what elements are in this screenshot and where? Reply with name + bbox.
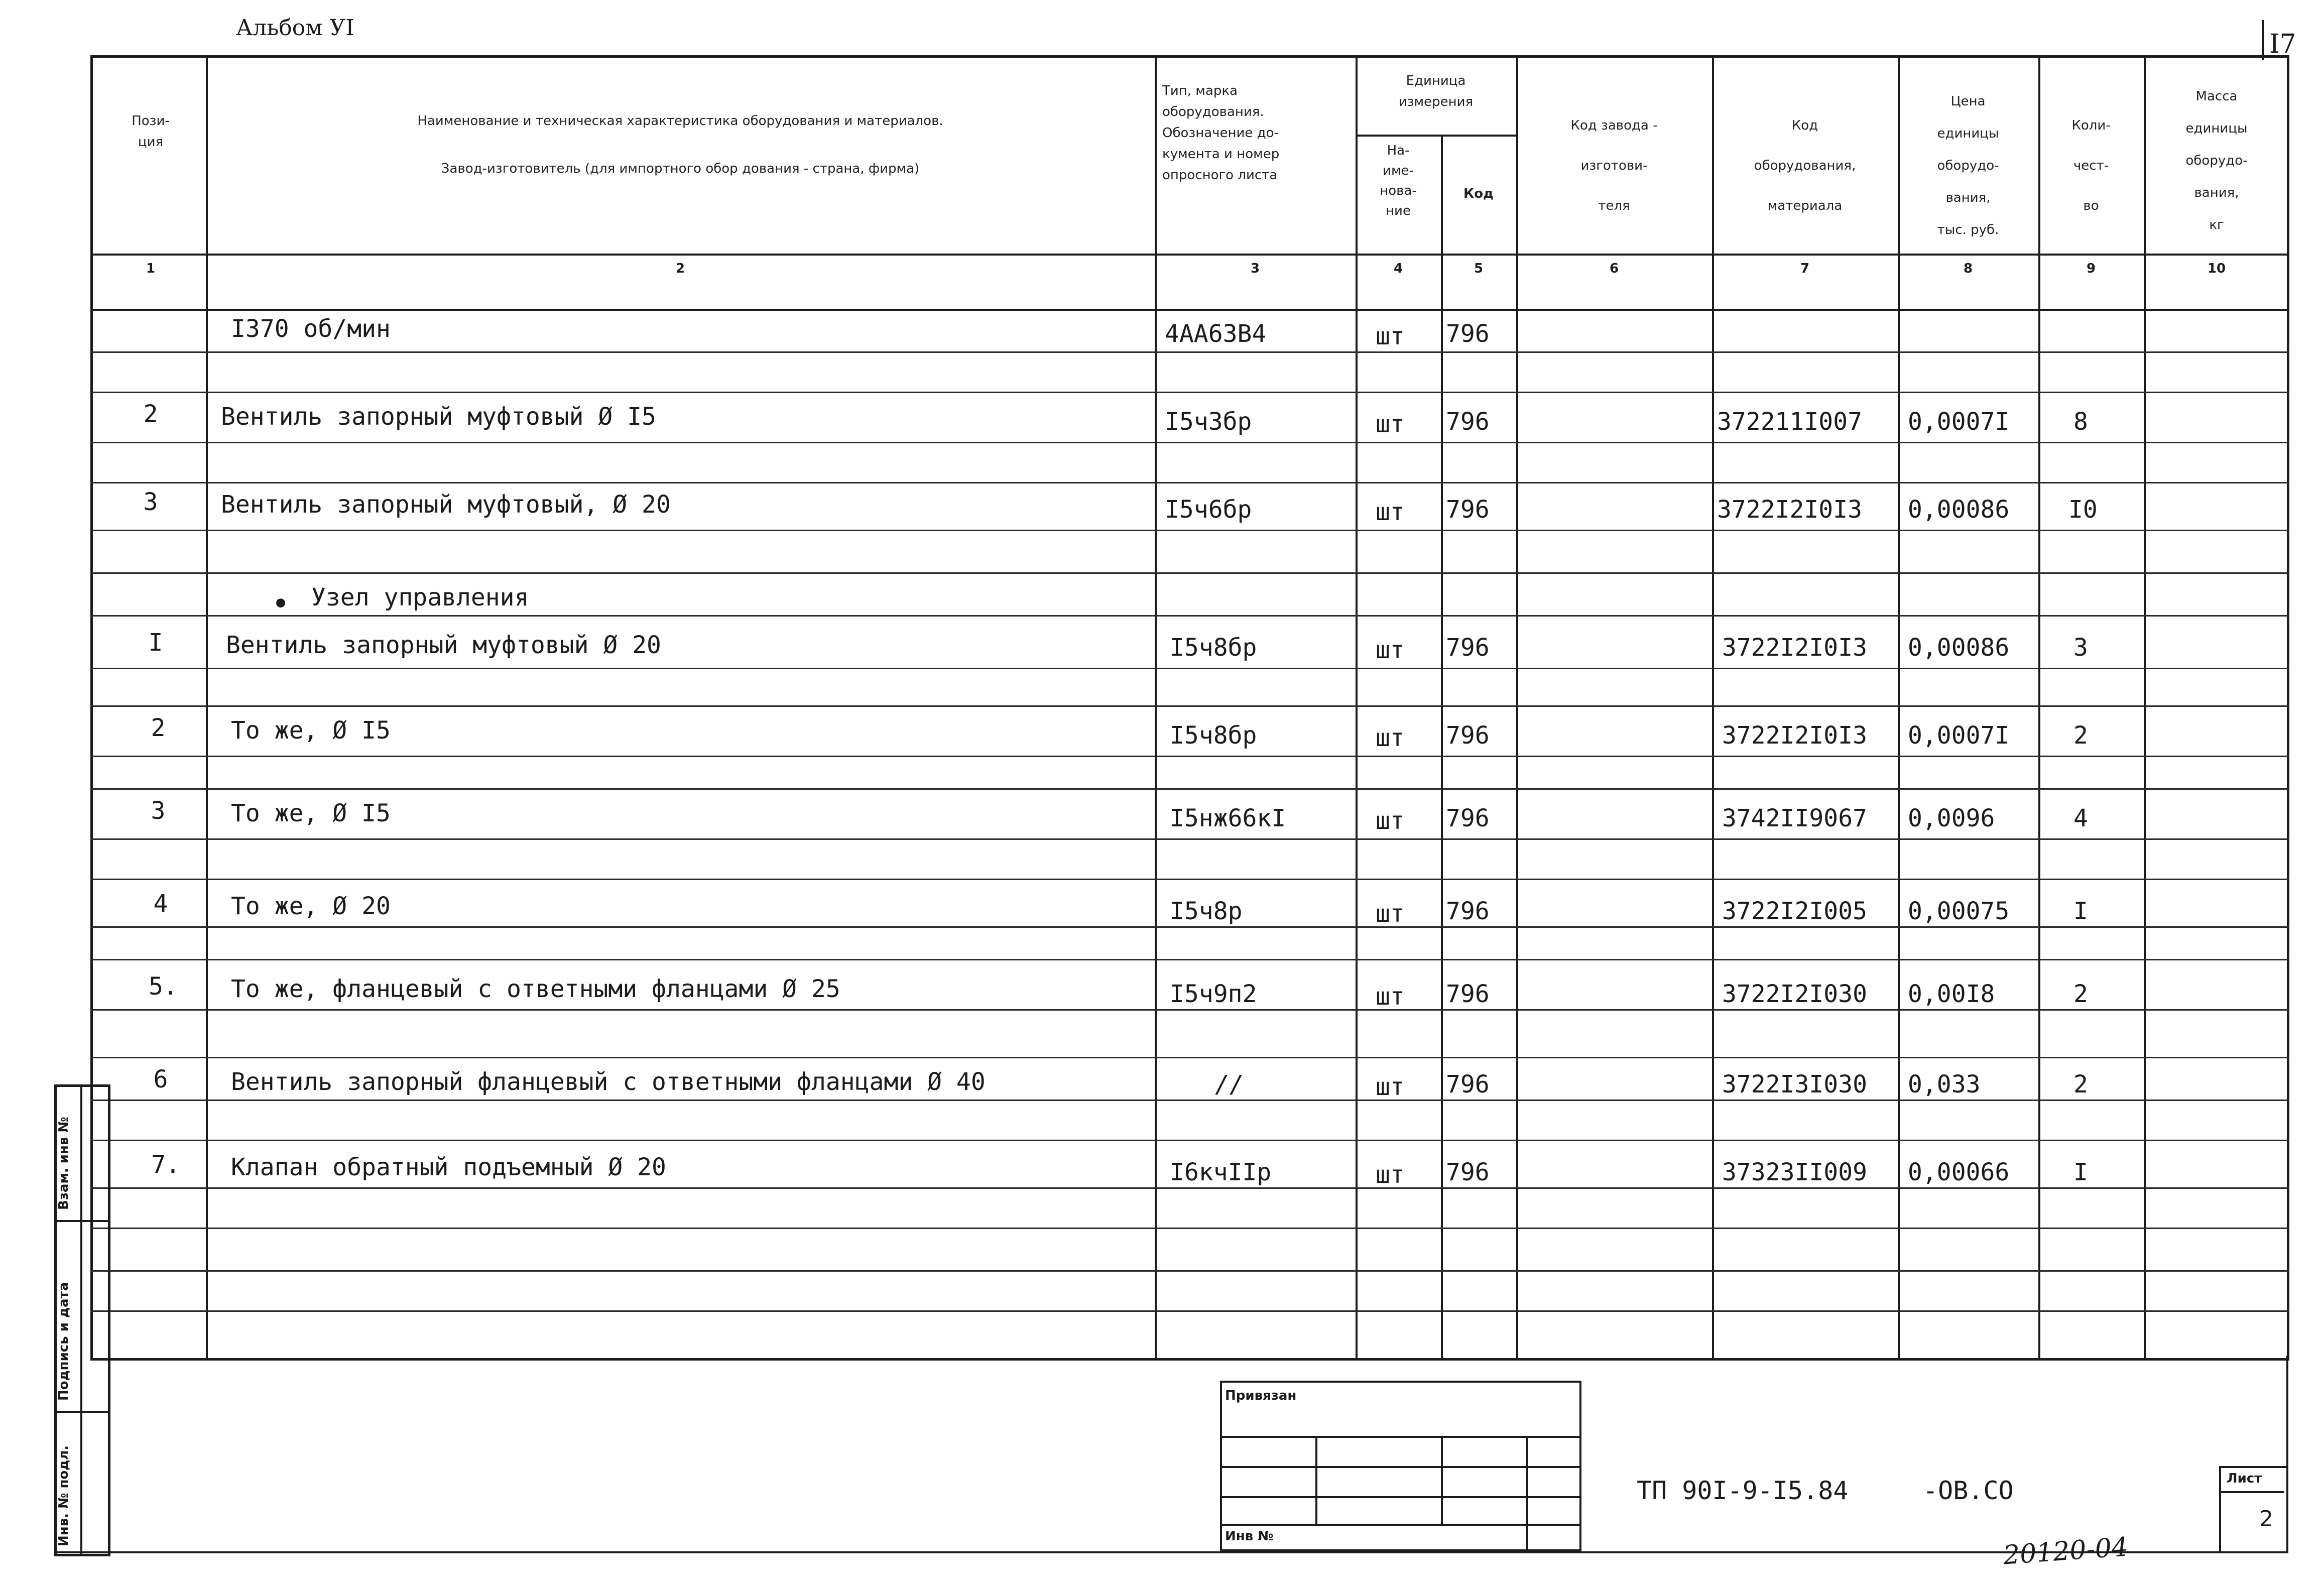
header-bottom-line [90,254,2289,256]
row-qty: 8 [2073,408,2088,436]
row-equip-code: 372211I007 [1717,408,1862,436]
col-number-4: 4 [1393,261,1403,276]
row-unit: шт [1376,900,1405,928]
page-right-line [2286,1356,2288,1553]
sheet-label: Лист [2227,1471,2262,1486]
row-unit-code: 796 [1446,408,1490,436]
row-line [90,351,2289,353]
row-name: То же, Ø I5 [231,799,391,827]
row-unit-code: 796 [1446,897,1490,925]
col-header-price: Цена единицы оборудо- вания, тыс. руб. [1937,94,1999,237]
col-header-name-line1: Наименование и техническая характеристика оборудования и материалов. [417,113,943,129]
row-line [90,530,2289,531]
row-line [90,615,2289,617]
col-line-2 [1155,55,1157,1361]
col-number-5: 5 [1474,261,1484,276]
row-unit-code: 796 [1446,804,1490,832]
row-equip-code: 3722I2I0I3 [1722,634,1867,662]
row-line [90,668,2289,669]
row-position: 7. [151,1151,180,1179]
row-unit-code: 796 [1446,1158,1490,1186]
row-name: Вентиль запорный муфтовый Ø 20 [226,631,661,659]
row-line [90,1009,2289,1011]
row-unit-code: 796 [1446,1070,1490,1098]
row-line [90,1310,2289,1312]
attached-col [1526,1436,1528,1551]
row-price: 0,0007I [1908,721,2010,750]
row-price: 0,00086 [1908,634,2010,662]
row-unit: шт [1376,1073,1405,1101]
row-line [90,1140,2289,1141]
row-unit: шт [1376,322,1405,350]
row-type: I5ч6бр [1165,496,1252,524]
col-line-4 [1441,136,1443,1361]
stamp-inner-line [80,1084,82,1556]
row-type: I5ч8бр [1170,721,1257,750]
row-position: 3 [143,488,158,516]
stamp-divider [54,1411,110,1413]
row-type: I5ч3бр [1165,408,1252,436]
row-unit: шт [1376,1161,1405,1189]
col-header-unit-name: На- име- нова- ние [1380,143,1417,218]
row-qty: 2 [2073,980,2088,1008]
col-number-10: 10 [2207,261,2226,276]
inv-no-label: Инв № [1225,1529,1274,1544]
row-line [90,1099,2289,1101]
row-unit: шт [1376,983,1405,1011]
sheet-divider [2219,1491,2284,1493]
col-number-2: 2 [675,261,685,276]
column-number-line [90,309,2289,311]
col-header-plant-code: Код завода - изготови- теля [1570,118,1658,213]
row-type: I5ч8р [1170,897,1243,925]
row-price: 0,00075 [1908,897,2010,925]
stamp-divider [54,1220,110,1222]
section-heading: Узел управления [311,583,529,612]
row-name: Вентиль запорный муфтовый Ø I5 [221,403,656,431]
row-line [90,1057,2289,1058]
row-name: То же, Ø I5 [231,716,391,745]
row-type: I6кчIIр [1170,1158,1272,1186]
col-header-equip-code: Код оборудования, материала [1754,118,1856,213]
col-header-type: Тип, марка оборудования. Обозначение до- кумента и номер опросного листа [1162,83,1280,183]
row-line [90,1270,2289,1272]
page-bottom-line [54,1551,2288,1553]
row-line [90,1187,2289,1189]
col-number-6: 6 [1609,261,1619,276]
row-equip-code: 3722I2I030 [1722,980,1867,1008]
col-number-1: 1 [146,261,156,276]
col-header-unit-code: Код [1463,186,1494,201]
row-qty: I0 [2068,496,2098,524]
row-position: I [148,629,163,657]
page-number: I7 [2269,29,2296,59]
section-bullet: ● [276,593,286,611]
row-position: 2 [151,714,166,742]
row-type: 4АА63В4 [1165,320,1267,348]
row-equip-code: 3742II9067 [1722,804,1867,832]
col-header-position: Пози- ция [132,113,170,150]
row-qty: I [2073,1158,2088,1186]
row-name: Клапан обратный подъемный Ø 20 [231,1153,666,1181]
row-unit-code: 796 [1446,634,1490,662]
row-position: 5. [149,972,178,1001]
row-unit-code: 796 [1446,721,1490,750]
row-name: I370 об/мин [231,315,391,343]
row-line [90,788,2289,790]
col-header-name-line2: Завод-изготовитель (для импортного обор дования - страна, фирма) [441,161,920,176]
col-line-9 [2144,55,2146,1361]
row-price: 0,0096 [1908,804,1995,832]
row-line [90,572,2289,574]
stamp-replace-inv: Взам. инв № [56,1117,71,1210]
row-unit: шт [1376,807,1405,835]
row-equip-code: 3722I2I0I3 [1722,721,1867,750]
row-qty: 4 [2073,804,2088,832]
col-number-8: 8 [1963,261,1973,276]
row-unit: шт [1376,724,1405,752]
attached-label: Привязан [1225,1388,1297,1403]
row-equip-code: 37323II009 [1722,1158,1867,1186]
row-type: I5ч8бр [1170,634,1257,662]
footer-number: 20120-04 [2002,1532,2129,1571]
row-name: То же, фланцевый с ответными фланцами Ø 25 [231,975,840,1003]
row-equip-code: 3722I2I005 [1722,897,1867,925]
row-name: Вентиль запорный фланцевый с ответными фланцами Ø 40 [231,1068,986,1096]
col-number-9: 9 [2086,261,2096,276]
row-equip-code: 3722I2I0I3 [1717,496,1862,524]
col-line-5 [1516,55,1518,1361]
row-line [90,442,2289,443]
col-header-mass: Масса единицы оборудо- вания, кг [2185,89,2248,232]
page-number-bar [2262,20,2264,60]
row-position: 6 [153,1065,168,1093]
album-label: Альбом УI [236,15,354,41]
attached-col [1441,1436,1443,1526]
row-qty: 2 [2073,721,2088,750]
stamp-inv-orig: Инв. № подл. [56,1445,71,1546]
col-line-8 [2038,55,2040,1361]
row-name: То же, Ø 20 [231,892,391,920]
row-type: I5нж66кI [1170,804,1286,832]
row-line [90,482,2289,483]
row-position: 3 [151,797,166,825]
row-line [90,756,2289,757]
row-price: 0,00I8 [1908,980,1995,1008]
row-price: 0,00086 [1908,496,2010,524]
row-price: 0,033 [1908,1070,1981,1098]
row-qty: 3 [2073,634,2088,662]
row-line [90,1228,2289,1229]
row-unit: шт [1376,410,1405,438]
row-qty: 2 [2073,1070,2088,1098]
row-position: 2 [143,400,158,428]
row-line [90,959,2289,960]
col-number-3: 3 [1250,261,1260,276]
col-line-3 [1356,55,1358,1361]
row-unit: шт [1376,498,1405,526]
row-line [90,879,2289,880]
row-name: Вентиль запорный муфтовый, Ø 20 [221,491,671,519]
stamp-sign-date: Подпись и дата [56,1282,71,1401]
row-unit-code: 796 [1446,320,1490,348]
attached-col [1315,1436,1317,1526]
sheet-number: 2 [2259,1506,2273,1532]
col-header-unit-group: Единица измерения [1398,73,1474,109]
row-unit: шт [1376,636,1405,664]
row-line [90,392,2289,393]
col-header-qty: Коли- чест- во [2071,118,2111,213]
row-unit-code: 796 [1446,980,1490,1008]
unit-group-divider [1356,135,1516,137]
row-price: 0,0007I [1908,408,2010,436]
row-line [90,705,2289,707]
row-line [90,838,2289,840]
row-unit-code: 796 [1446,496,1490,524]
row-position: 4 [153,890,168,918]
document-designation: ТП 90I-9-I5.84 [1637,1476,1849,1505]
row-price: 0,00066 [1908,1158,2010,1186]
col-line-6 [1712,55,1714,1361]
document-suffix: -ОВ.СО [1923,1476,2014,1505]
row-equip-code: 3722I3I030 [1722,1070,1867,1098]
col-line-7 [1898,55,1900,1361]
row-line [90,926,2289,928]
row-type: I5ч9п2 [1170,980,1257,1008]
col-number-7: 7 [1800,261,1810,276]
row-type: // [1215,1070,1244,1098]
row-qty: I [2073,897,2088,925]
